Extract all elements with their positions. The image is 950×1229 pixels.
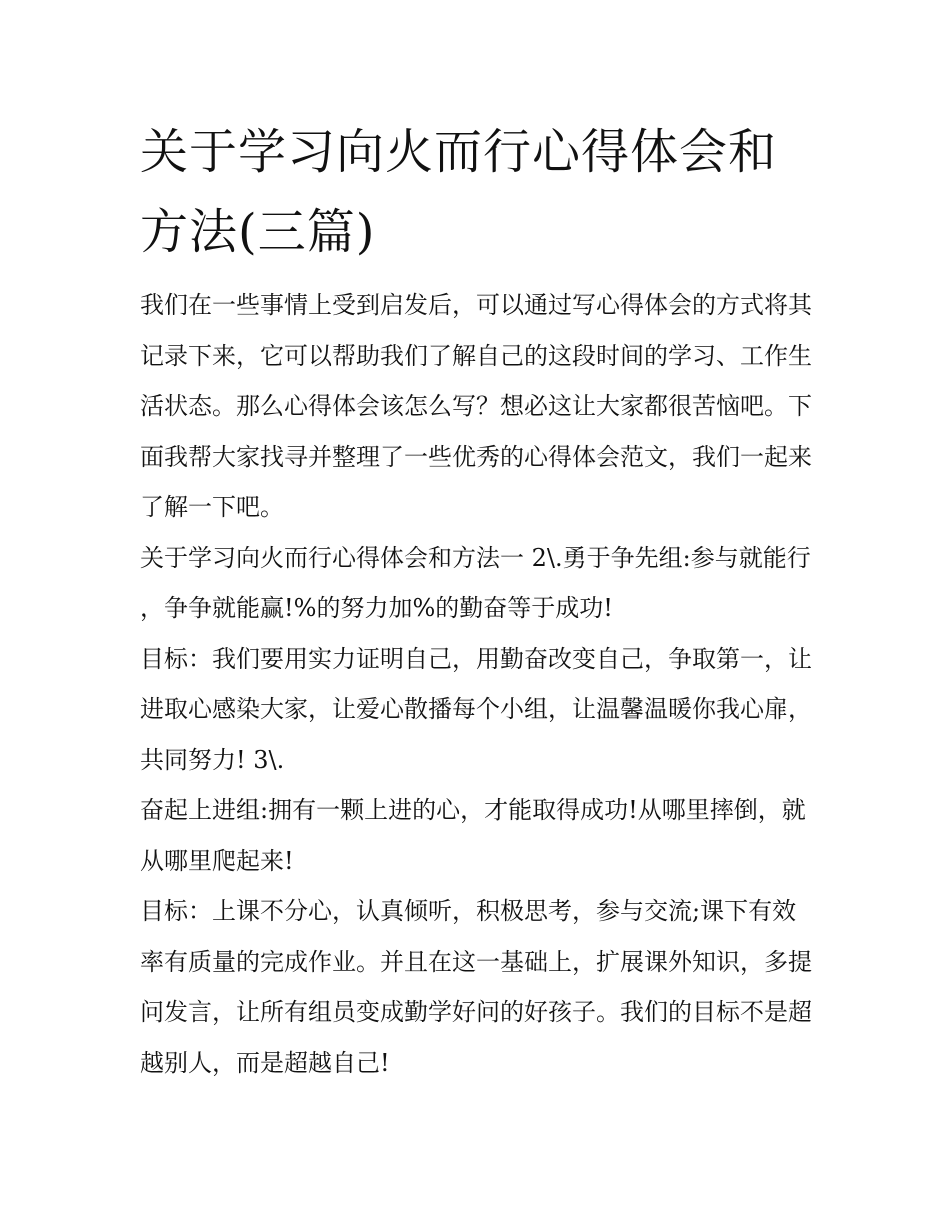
document-title: 关于学习向火而行心得体会和方法(三篇)	[140, 124, 778, 260]
group-paragraph: 奋起上进组:拥有一颗上进的心，才能取得成功!从哪里摔倒，就从哪里爬起来!	[140, 796, 806, 875]
section-one-paragraph: 关于学习向火而行心得体会和方法一 2\.勇于争先组:参与就能行 ，争争就能赢!%的努力加%的勤奋等于成功!	[140, 543, 811, 622]
document-page	[140, 112, 820, 1088]
goal-paragraph-two: 目标：上课不分心，认真倾听，积极思考，参与交流;课下有效率有质量的完成作业。并且在这一基础上，扩展课外知识，多提问发言，让所有组员变成勤学好问的好孩子。我们的目标不是超越别人，而是超越自己!	[140, 897, 812, 1077]
goal-paragraph-one: 目标：我们要用实力证明自己，用勤奋改变自己，争取第一，让进取心感染大家，让爱心散播每个小组，让温馨温暖你我心扉，共同努力! 3\.	[140, 644, 812, 774]
intro-paragraph: 我们在一些事情上受到启发后，可以通过写心得体会的方式将其记录下来，它可以帮助我们了解自己的这段时间的学习、工作生活状态。那么心得体会该怎么写？想必这让大家都很苦恼吧。下面我帮大家找寻并整理了一些优秀的心得体会范文，我们一起来了解一下吧。	[140, 291, 812, 521]
document-body	[140, 280, 820, 1088]
